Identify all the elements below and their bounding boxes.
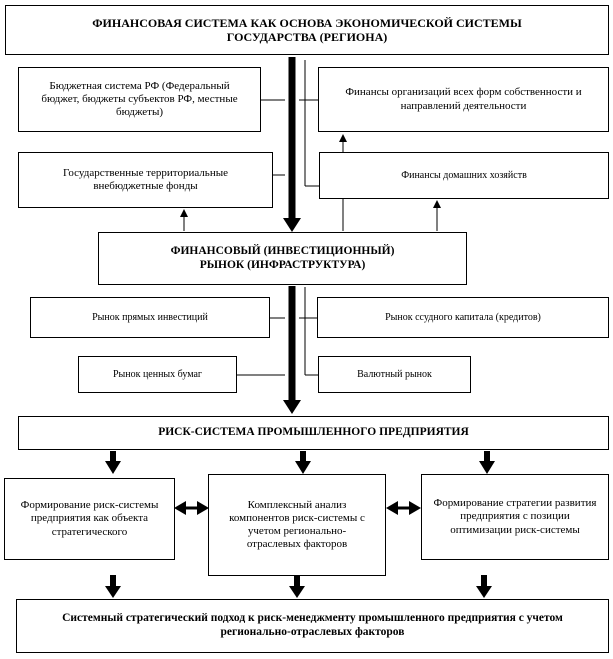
loan-capital-market-box: Рынок ссудного капитала (кредитов) (317, 297, 609, 338)
development-strategy-box: Формирование стратегии развития предприятия с позиции оптимизации риск-системы (421, 474, 609, 560)
household-finance-box: Финансы домашних хозяйств (319, 152, 609, 199)
down-arrow-right-head (479, 461, 495, 474)
bottom-arrow-left-head (105, 586, 121, 598)
risk-system-formation-box: Формирование риск-системы предприятия как объекта стратегического (4, 478, 175, 560)
top-financial-system-box: ФИНАНСОВАЯ СИСТЕМА КАК ОСНОВА ЭКОНОМИЧЕСКОЙ СИСТЕМЫ ГОСУДАРСТВА (РЕГИОНА) (5, 5, 609, 55)
bottom-arrow-mid-head (289, 586, 305, 598)
trunk-arrow-1-head (283, 218, 301, 232)
trunk-arrow-2-head (283, 400, 301, 414)
complex-analysis-box: Комплексный анализ компонентов риск-системы с учетом регионально-отраслевых факторов (208, 474, 386, 576)
securities-market-box: Рынок ценных бумаг (78, 356, 237, 393)
direct-investment-market-box: Рынок прямых инвестиций (30, 297, 270, 338)
currency-market-box: Валютный рынок (318, 356, 471, 393)
down-arrow-left-head (105, 461, 121, 474)
org-finance-box: Финансы организаций всех форм собственности и направлений деятельности (318, 67, 609, 132)
down-arrow-mid-head (295, 461, 311, 474)
financial-market-box: ФИНАНСОВЫЙ (ИНВЕСТИЦИОННЫЙ) РЫНОК (ИНФРАСТРУКТУРА) (98, 232, 467, 285)
risk-system-box: РИСК-СИСТЕМА ПРОМЫШЛЕННОГО ПРЕДПРИЯТИЯ (18, 416, 609, 450)
budget-system-box: Бюджетная система РФ (Федеральный бюджет, бюджеты субъектов РФ, местные бюджеты) (18, 67, 261, 132)
strategic-approach-box: Системный стратегический подход к риск-менеджменту промышленного предприятия с учетом регионально-отраслевых факторов (16, 599, 609, 653)
extrabudgetary-funds-box: Государственные территориальные внебюджетные фонды (18, 152, 273, 208)
bottom-arrow-right-head (476, 586, 492, 598)
